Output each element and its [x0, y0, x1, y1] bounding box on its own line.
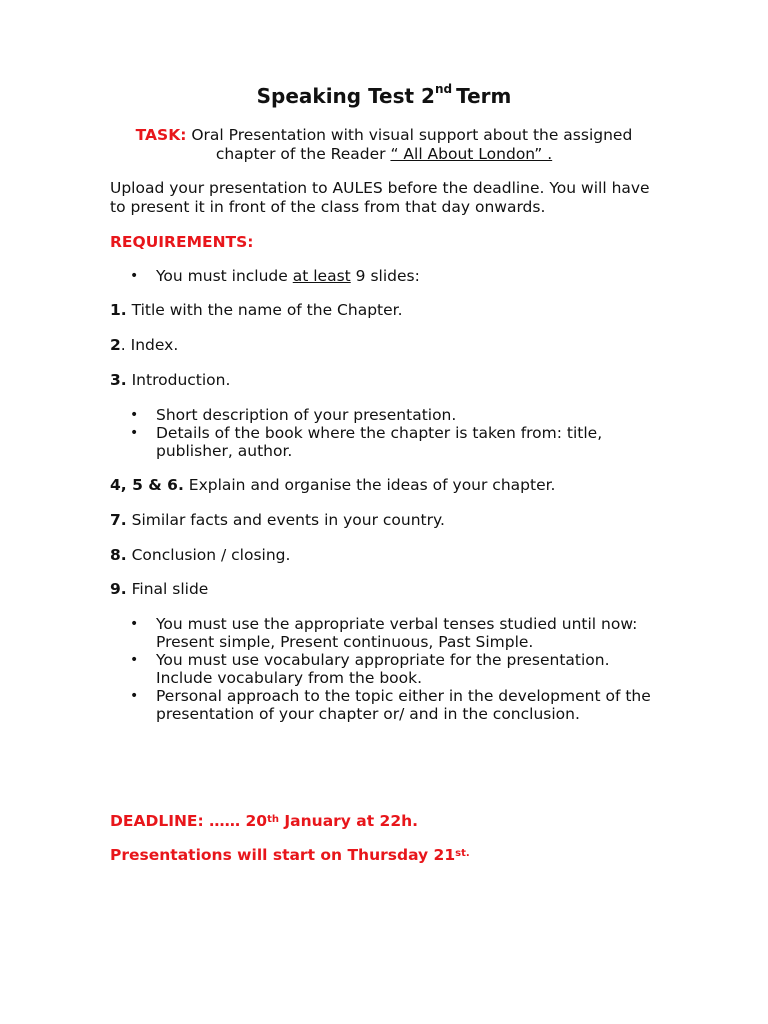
task-label: TASK:	[135, 126, 187, 144]
deadline-text: DEADLINE: …… 20th January at 22h.	[110, 812, 419, 830]
document-page: Speaking Test 2nd Term TASK: Oral Presentation with visual support about the assigned chapter of the Reader “ All About London” . Upload your presentation to AULES before the deadline. You will have to present it in front of the class from that day onwards. REQUIREMENTS: • You must include at least 9 slides: 1. Title with the name of the Chapter. 2. Index. 3. Introduction. • Short description of your presentation. • Details of the book where the chapter is taken from: title, publisher, author. 4, 5 & 6. Explain and organise the ideas of your chapter. 7. Similar facts and events in your country. 8. Conclusion / closing. 9. Final slide • You must use the appropriate verbal tenses studied until now: Present simple, Present continuous, Past Simple. • You must use vocabulary appropriate for the presentation. Include vocabulary from the book. • Personal approach to the topic either in the development of the presentation of your chapter or/ and in the conclusion. DEADLINE: …… 20th January at 22h. Presentations will start on Thursday $21^{st.}$	[0, 0, 768, 1024]
task-line1: Oral Presentation with visual support about the assigned	[191, 126, 633, 144]
bullet-icon: •	[130, 652, 139, 668]
task-paragraph	[0, 126, 768, 164]
task-line2: chapter of the Reader	[215, 145, 391, 163]
list-item-2: 2. Index.	[110, 336, 179, 354]
bullet-icon: •	[130, 407, 139, 423]
list-item-7: 7. Similar facts and events in your country.	[110, 511, 445, 529]
requirements-heading: REQUIREMENTS:	[110, 233, 254, 251]
reader-title: “ All About London” .	[390, 145, 553, 163]
list-item-3: 3. Introduction.	[110, 371, 231, 389]
list-item-1: 1. Title with the name of the Chapter.	[110, 301, 403, 319]
list-item-4-6: 4, 5 & 6. Explain and organise the ideas of your chapter.	[110, 476, 556, 494]
presentations-start-text: Presentations will start on Thursday $21^{st.}$	[110, 846, 470, 864]
bullet-icon: •	[130, 616, 139, 632]
document-title: Speaking Test 2nd Term	[256, 82, 512, 108]
bullet-icon: •	[130, 425, 139, 441]
upload-instructions: Upload your presentation to AULES before the deadline. You will have to present it in front of the class from that day onwards.	[110, 179, 650, 216]
bullet-icon: •	[130, 268, 139, 284]
bullet-icon: •	[130, 688, 139, 704]
list-item-8: 8. Conclusion / closing.	[110, 546, 291, 564]
list-item-9: 9. Final slide	[110, 580, 209, 598]
